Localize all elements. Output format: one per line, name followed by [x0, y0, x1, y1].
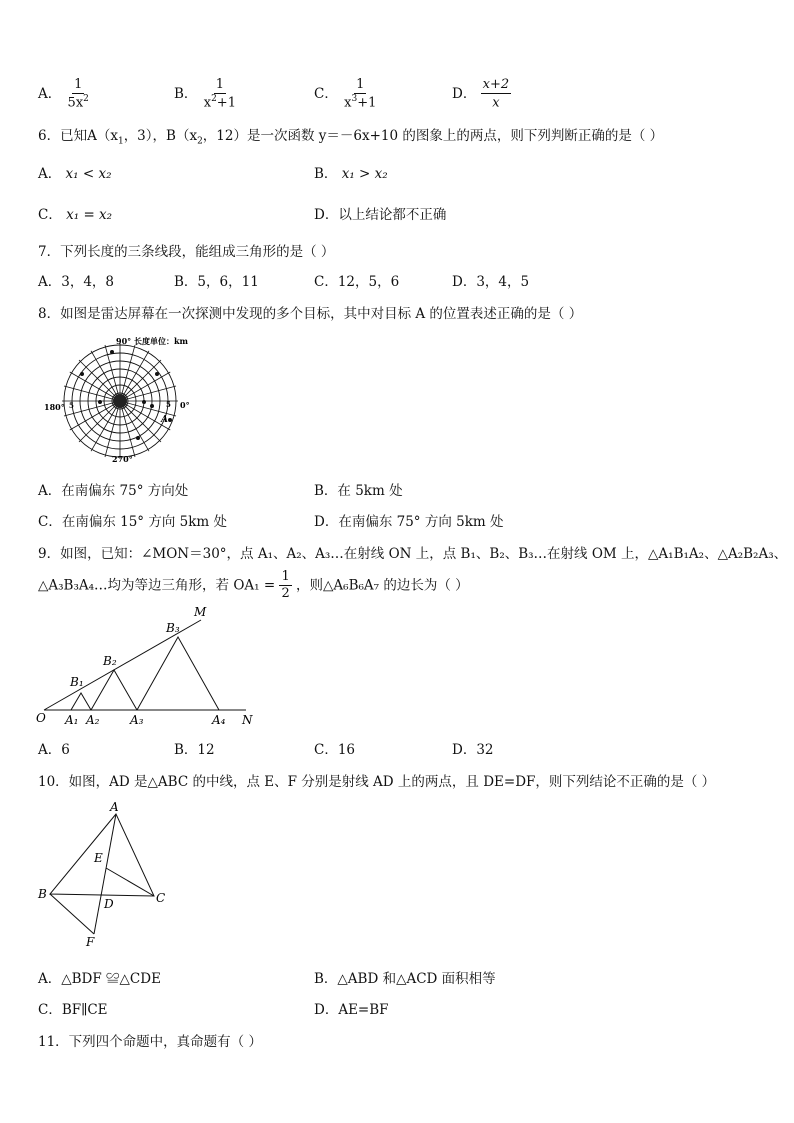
q9-fraction: $\frac{1}{2}$: [281, 569, 290, 602]
q7-option-b: B．5，6，11: [174, 274, 259, 290]
q8-stem: 8．如图是雷达屏幕在一次探测中发现的多个目标，其中对目标 A 的位置表述正确的是（ ）: [38, 306, 583, 322]
q8-option-a: A．在南偏东 75° 方向处: [38, 483, 189, 499]
q10-option-a: A．△BDF ≌△CDE: [38, 971, 161, 987]
label-A: A: [110, 800, 119, 814]
q5-option-c: C． $\frac{1}{x^3+1}$: [314, 77, 377, 111]
radar-label-0: 0°: [180, 400, 190, 410]
q6-option-c: C． x₁ = x₂: [38, 207, 113, 223]
q9-option-c: C．16: [314, 742, 356, 758]
radar-grid: [62, 343, 178, 459]
label-b3: B₃: [166, 621, 180, 635]
q5-d-fraction: $\frac{x+2}{x}$: [482, 77, 510, 111]
triangle-a1b1a2: [71, 693, 91, 710]
radar-unit: 长度单位：km: [134, 336, 189, 346]
label-B: B: [38, 887, 47, 901]
radar-label-270: 270°: [112, 454, 133, 464]
line-bf: [50, 894, 94, 934]
q5-b-fraction: $\frac{1}{x^2+1}$: [203, 77, 236, 111]
q11-stem: 11．下列四个命题中，真命题有（ ）: [38, 1034, 262, 1050]
q9-option-d: D．32: [452, 742, 494, 758]
q8-option-d: D．在南偏东 75° 方向 5km 处: [314, 514, 504, 530]
label-m: M: [194, 605, 207, 619]
label-C: C: [156, 891, 166, 905]
label-E: E: [94, 851, 103, 865]
q10-option-c: C．BF∥CE: [38, 1002, 108, 1018]
q7-option-a: A．3，4，8: [38, 274, 115, 290]
radar-target-dot: [136, 436, 140, 440]
radar-tick-right: 5: [166, 400, 171, 409]
q8-option-b: B．在 5km 处: [314, 483, 403, 499]
label-a1: A₁: [65, 713, 79, 727]
triangle-a3b3a4: [137, 637, 219, 710]
q10-option-d: D．AE=BF: [314, 1002, 389, 1018]
label-a2: A₂: [86, 713, 100, 727]
radar-target-dot: [168, 418, 172, 422]
q5-c-fraction: $\frac{1}{x^3+1}$: [344, 77, 377, 111]
radar-target-dot: [155, 372, 159, 376]
radar-tick-left: 5: [69, 401, 74, 410]
q6-option-d: D．以上结论都不正确: [314, 207, 447, 223]
label-b2: B₂: [103, 654, 117, 668]
q10-figure: [34, 800, 174, 955]
label-n: N: [242, 713, 253, 727]
q10-stem: 10．如图，AD 是△ABC 的中线，点 E、F 分别是射线 AD 上的两点，且 DE=DF，则下列结论不正确的是（ ）: [38, 774, 716, 790]
line-ec: [106, 868, 154, 896]
radar-center: [113, 394, 127, 408]
q9-option-a: A．6: [38, 742, 70, 758]
q9-stem-line1: 9．如图，已知：∠MON＝30°，点 A₁、A₂、A₃…在射线 ON 上，点 B₁、B₂、B₃…在射线 OM 上，△A₁B₁A₂、△A₂B₂A₃、: [38, 546, 788, 562]
q9-figure: [34, 600, 274, 730]
triangle-a2b2a3: [91, 670, 137, 710]
radar-target-dot: [98, 400, 102, 404]
label-o: O: [36, 711, 46, 725]
q9-stem-line2: △A₃B₃A₄…均为等边三角形，若 OA₁ = $\frac{1}{2}$ ，则△A₆B₆A₇ 的边长为（ ）: [38, 569, 469, 602]
label-D: D: [104, 897, 114, 911]
radar-target-a: A: [161, 415, 168, 425]
q5-option-b: B． $\frac{1}{x^2+1}$: [174, 77, 236, 111]
radar-label-180: 180°: [44, 402, 65, 412]
radar-target-dot: [110, 350, 114, 354]
q5-option-a: A． $\frac{1}{5x^2}$: [38, 77, 89, 111]
q6-option-a: A． x₁ < x₂: [38, 166, 112, 182]
q10-option-b: B．△ABD 和△ACD 面积相等: [314, 971, 496, 987]
line-af: [94, 814, 116, 934]
radar-target-dot: [80, 372, 84, 376]
radar-label-90: 90°: [116, 336, 132, 346]
q8-option-c: C．在南偏东 15° 方向 5km 处: [38, 514, 227, 530]
q5-option-d: D． $\frac{x+2}{x}$: [452, 77, 510, 111]
q5-a-fraction: $\frac{1}{5x^2}$: [67, 77, 89, 111]
radar-target-dot: [150, 404, 154, 408]
q7-stem: 7．下列长度的三条线段，能组成三角形的是（ ）: [38, 244, 335, 260]
q6-stem: 6．已知$A(x_1$，3），$B(x_2$，12）是一次函数 y＝－6x+10 的图象上的两点，则下列判断正确的是（ ）: [38, 128, 664, 147]
label-a4: A₄: [212, 713, 226, 727]
label-b1: B₁: [70, 675, 84, 689]
q9-option-b: B．12: [174, 742, 215, 758]
label-F: F: [86, 935, 95, 949]
q7-option-d: D．3，4，5: [452, 274, 530, 290]
radar-target-dot: [142, 400, 146, 404]
q6-option-b: B． x₁ > x₂: [314, 166, 388, 182]
radar-figure: [42, 334, 242, 464]
q7-option-c: C．12，5，6: [314, 274, 400, 290]
label-a3: A₃: [130, 713, 144, 727]
